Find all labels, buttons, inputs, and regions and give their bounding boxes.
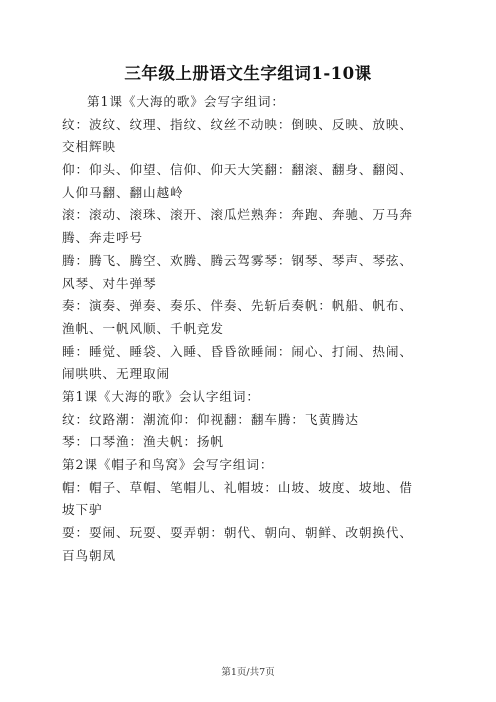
- text-line: 纹：波纹、纹理、指纹、纹丝不动映：倒映、反映、放映、: [62, 116, 413, 132]
- text-line: 交相辉映: [62, 139, 116, 155]
- text-line: 耍：耍闹、玩耍、耍弄朝：朝代、朝向、朝鲜、改朝换代、: [62, 525, 413, 541]
- text-line: 帽：帽子、草帽、笔帽儿、礼帽坡：山坡、坡度、坡地、借: [62, 479, 413, 495]
- text-line: 腾：腾飞、腾空、欢腾、腾云驾雾琴：钢琴、琴声、琴弦、: [62, 252, 413, 268]
- text-line: 风琴、对牛弹琴: [62, 275, 157, 291]
- text-line: 滚：滚动、滚珠、滚开、滚瓜烂熟奔：奔跑、奔驰、万马奔: [62, 207, 413, 223]
- text-line: 人仰马翻、翻山越岭: [62, 184, 184, 200]
- text-line: 奏：演奏、弹奏、奏乐、伴奏、先斩后奏帆：帆船、帆布、: [62, 298, 413, 314]
- document-body: [62, 91, 434, 567]
- text-line: 坡下驴: [62, 502, 103, 518]
- text-line: 百鸟朝凤: [62, 547, 116, 563]
- text-line: 琴：口琴渔：渔夫帆：扬帆: [62, 434, 224, 450]
- section-heading: 第1课《大海的歌》会写字组词：: [87, 94, 285, 109]
- document-title: 三年级上册语文生字组词1-10课: [124, 64, 372, 83]
- text-line: 渔帆、一帆风顺、千帆竞发: [62, 320, 224, 336]
- page-number: 第1页/共7页: [221, 667, 275, 678]
- text-line: 闹哄哄、无理取闹: [62, 366, 170, 382]
- text-line: 纹：纹路潮：潮流仰：仰视翻：翻车腾：飞黄腾达: [62, 411, 359, 427]
- text-line: 睡：睡觉、睡袋、入睡、昏昏欲睡闹：闹心、打闹、热闹、: [62, 343, 413, 359]
- section-heading: 第1课《大海的歌》会认字组词：: [62, 388, 260, 404]
- section-heading: 第2课《帽子和鸟窝》会写字组词：: [62, 457, 274, 472]
- text-line: 仰：仰头、仰望、信仰、仰天大笑翻：翻滚、翻身、翻阅、: [62, 162, 413, 178]
- text-line: 腾、奔走呼号: [62, 230, 143, 246]
